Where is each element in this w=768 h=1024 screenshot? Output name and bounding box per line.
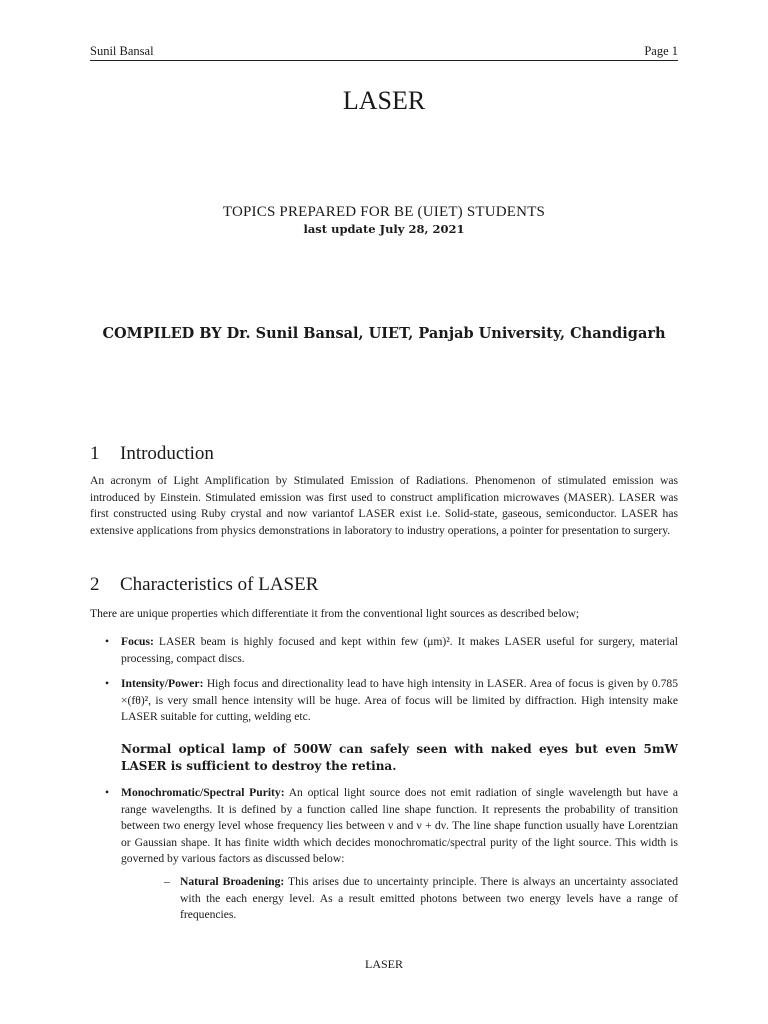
last-update: last update July 28, 2021: [303, 222, 465, 236]
item-term: Intensity/Power:: [121, 677, 204, 691]
section-heading-characteristics: [90, 574, 318, 596]
safety-note: Normal optical lamp of 500W can safely seen with naked eyes but even 5mW LASER is sufficient to destroy the retina.: [121, 742, 678, 773]
header-page-number: Page 1: [644, 44, 678, 58]
item-term: Focus:: [121, 635, 154, 648]
compiled-by: COMPILED BY Dr. Sunil Bansal, UIET, Panjab University, Chandigarh: [102, 325, 666, 342]
item-term: Monochromatic/Spectral Purity:: [121, 786, 285, 799]
section-title: Characteristics of LASER: [120, 574, 319, 595]
section-number: 1: [90, 443, 100, 464]
list-item: • Intensity/Power: High focus and directionality lead to have high intensity in LASER. Area of focus is given by 0.785 ×(fθ)², is very small hence intensity will be huge. Area of focus will be limited by diffraction. High intensity make LASER suitable for cutting, welding etc.: [105, 677, 679, 724]
section-number: 2: [90, 574, 100, 595]
item-text: High focus and directionality lead to have high intensity in LASER. Area of focus is given by 0.785 ×(fθ)², is very small hence intensity will be huge. Area of focus will be limited by diffraction. High intensity make LASER suitable for cutting, welding etc.: [121, 677, 679, 724]
sub-item: – Natural Broadening: This arises due to uncertainty principle. There is always an uncertainty associated with the each energy level. As a result emitted photons between two energy levels have a range of frequencies.: [164, 874, 678, 922]
document-subtitle: TOPICS PREPARED FOR BE (UIET) STUDENTS: [222, 204, 546, 220]
sub-item-text: This arises due to uncertainty principle. There is always an uncertainty associated with the each energy level. As a result emitted photons between two energy levels have a range of frequencies.: [180, 874, 678, 922]
list-item: • Monochromatic/Spectral Purity: An optical light source does not emit radiation of single wavelength but have a range wavelengths. It is defined by a function called line shape function. It represents the probability of transition between two energy level whose frequency lies between ν and ν + dν. The line shape function usually have Lorentzian or Gaussian shape. It has finite width which decides monochromatic/spectral purity of the light source. This width is governed by various factors as discussed below: – Natural Broadening: This arises due to uncertainty principle. There is always an uncertainty associated with the each energy level. As a result emitted photons between two energy levels have a range of frequencies.: [90, 785, 678, 924]
item-text: An optical light source does not emit radiation of single wavelength but have a range wavelengths. It is defined by a function called line shape function. It represents the probability of transition between two energy level whose frequency lies between ν and ν + dν. The line shape function usually have Lorentzian or Gaussian shape. It has finite width which decides monochromatic/spectral purity of the light source. This width is governed by various factors as discussed below:: [121, 786, 678, 866]
header-rule: [90, 60, 678, 61]
section-heading-introduction: [90, 443, 214, 465]
running-footer: LASER: [364, 957, 403, 971]
introduction-paragraph: An acronym of Light Amplification by Stimulated Emission of Radiations. Phenomenon of stimulated emission was introduced by Einstein. Stimulated emission was first used to construct amplification microwaves (MASER). LASER was first constructed using Ruby crystal and now variantof LASER exist i.e. Solid-state, gaseous, semiconductor. LASER has extensive applications from physics demonstrations in laboratory to industry operations, a pointer for presentation to surgery.: [90, 474, 678, 537]
item-text: LASER beam is highly focused and kept within few (μm)². It makes LASER useful for surgery, material processing, compact discs.: [121, 635, 678, 665]
characteristics-list-a: [90, 634, 678, 735]
document-title: LASER: [342, 86, 426, 115]
sub-item-term: Natural Broadening:: [180, 874, 285, 888]
list-item: • Focus: LASER beam is highly focused and kept within few (μm)². It makes LASER useful for surgery, material processing, compact discs.: [105, 635, 678, 665]
running-header: [90, 42, 678, 62]
section-title: Introduction: [120, 443, 214, 464]
header-author: Sunil Bansal: [90, 44, 154, 58]
characteristics-list-b: [90, 785, 678, 933]
characteristics-intro: There are unique properties which differentiate it from the conventional light sources as described below;: [90, 607, 580, 620]
